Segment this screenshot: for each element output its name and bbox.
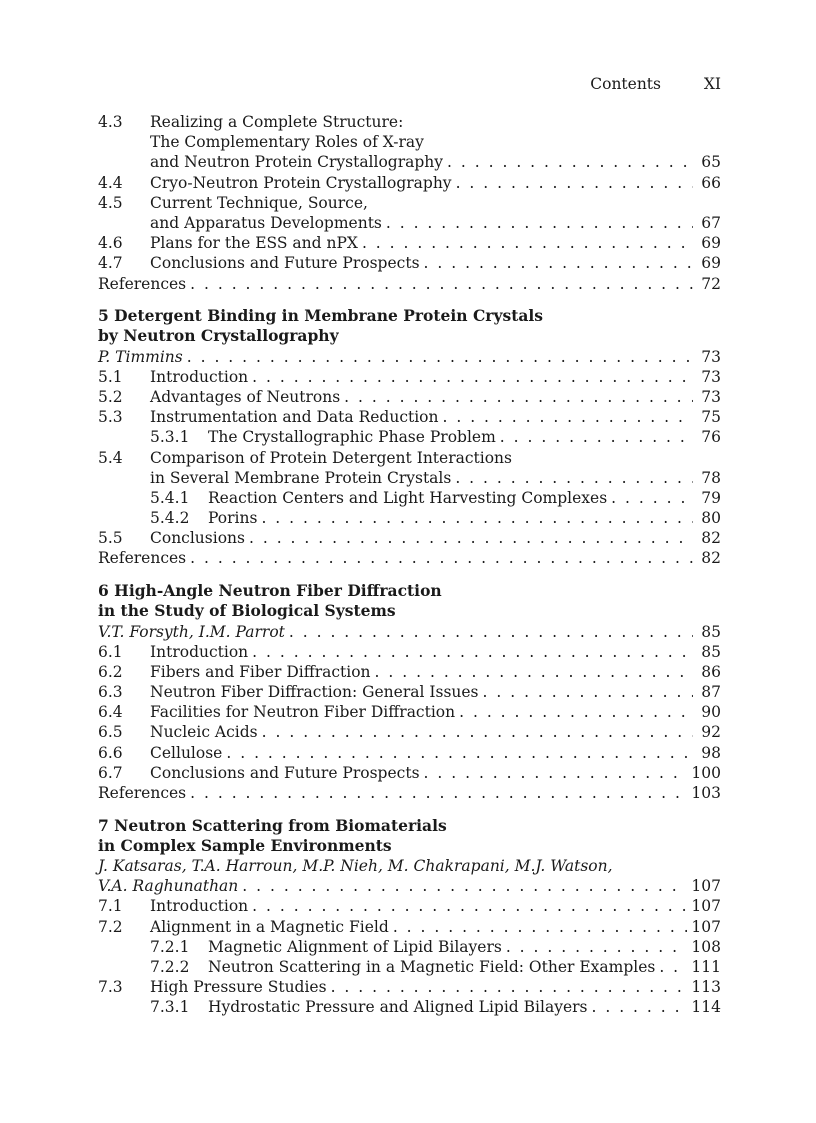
toc-entry-cont: and Neutron Protein Crystallography . . . 65 <box>98 152 721 172</box>
chapter-author[interactable]: J. Katsaras, T.A. Harroun, M.P. Nieh, M. Chakrapani, M.J. Watson, <box>98 857 613 876</box>
toc-entry-cont: in Several Membrane Protein Crystals . . . 78 <box>98 468 721 488</box>
running-header <box>98 75 721 95</box>
running-title: Contents <box>590 75 661 93</box>
toc-entry[interactable]: 6.1 Introduction . . . 85 <box>98 642 721 662</box>
toc-entry[interactable]: 4.3 Realizing a Complete Structure: <box>98 113 404 131</box>
toc-entry[interactable]: 6.5 Nucleic Acids . . . 92 <box>98 722 721 742</box>
toc-references[interactable]: References . . . 82 <box>98 548 721 568</box>
toc-entry[interactable]: 7.2 Alignment in a Magnetic Field . . . 107 <box>98 917 721 937</box>
chapter-title-cont: in the Study of Biological Systems <box>98 601 396 621</box>
toc-entry[interactable]: 4.6 Plans for the ESS and nPX . . . 69 <box>98 233 721 253</box>
chapter-title[interactable]: 7 Neutron Scattering from Biomaterials <box>98 815 447 835</box>
toc-entry[interactable]: 6.2 Fibers and Fiber Diffraction . . . 86 <box>98 662 721 682</box>
toc-entry[interactable]: 6.6 Cellulose . . . 98 <box>98 743 721 763</box>
toc-subentry[interactable]: 7.2.2 Neutron Scattering in a Magnetic Field: Other Examples . . . 111 <box>98 957 721 977</box>
toc-entry[interactable]: 5.3 Instrumentation and Data Reduction . . . 75 <box>98 407 721 427</box>
toc-subentry[interactable]: 5.4.2 Porins . . . 80 <box>98 508 721 528</box>
toc-entry[interactable]: 4.4 Cryo-Neutron Protein Crystallography . . . 66 <box>98 173 721 193</box>
toc-entry[interactable]: 5.1 Introduction . . . 73 <box>98 367 721 387</box>
toc-entry[interactable]: 4.5 Current Technique, Source, <box>98 193 368 212</box>
chapter-title[interactable]: 6 High-Angle Neutron Fiber Diffraction <box>98 581 442 601</box>
toc-subentry[interactable]: 5.4.1 Reaction Centers and Light Harvesting Complexes . . . 79 <box>98 488 721 508</box>
toc-entry[interactable]: 5.5 Conclusions . . . 82 <box>98 528 721 548</box>
toc-subentry[interactable]: 7.2.1 Magnetic Alignment of Lipid Bilayers . . . 108 <box>98 937 721 957</box>
toc-entry-cont: The Complementary Roles of X-ray <box>150 133 424 152</box>
toc-entry[interactable]: 6.4 Facilities for Neutron Fiber Diffraction . . . 90 <box>98 702 721 722</box>
toc-entry[interactable]: 5.2 Advantages of Neutrons . . . 73 <box>98 387 721 407</box>
page-number: XI <box>703 75 721 93</box>
toc-entry[interactable]: 6.3 Neutron Fiber Diffraction: General Issues . . . 87 <box>98 682 721 702</box>
toc-entry[interactable]: 5.4 Comparison of Protein Detergent Interactions <box>98 448 512 467</box>
toc-entry[interactable]: 7.1 Introduction . . . 107 <box>98 896 721 916</box>
chapter-author-cont[interactable]: V.A. Raghunathan . . . 107 <box>98 876 721 896</box>
toc-entry-cont: and Apparatus Developments . . . 67 <box>98 213 721 233</box>
toc-entry[interactable]: 6.7 Conclusions and Future Prospects . . . 100 <box>98 763 721 783</box>
chapter-author[interactable]: V.T. Forsyth, I.M. Parrot . . . 85 <box>98 622 721 642</box>
chapter-title-cont: by Neutron Crystallography <box>98 326 339 346</box>
toc-entry[interactable]: 7.3 High Pressure Studies . . . 113 <box>98 977 721 997</box>
toc-subentry[interactable]: 5.3.1 The Crystallographic Phase Problem . . . 76 <box>98 427 721 447</box>
chapter-title-cont: in Complex Sample Environments <box>98 835 392 855</box>
chapter-author[interactable]: P. Timmins . . . 73 <box>98 347 721 367</box>
chapter-title[interactable]: 5 Detergent Binding in Membrane Protein Crystals <box>98 306 544 326</box>
toc-subentry[interactable]: 7.3.1 Hydrostatic Pressure and Aligned Lipid Bilayers . . . 114 <box>98 997 721 1017</box>
toc-references[interactable]: References . . . 103 <box>98 783 721 803</box>
toc-body <box>98 112 721 1018</box>
toc-entry[interactable]: 4.7 Conclusions and Future Prospects . . . 69 <box>98 253 721 273</box>
toc-references[interactable]: References . . . 72 <box>98 274 721 294</box>
